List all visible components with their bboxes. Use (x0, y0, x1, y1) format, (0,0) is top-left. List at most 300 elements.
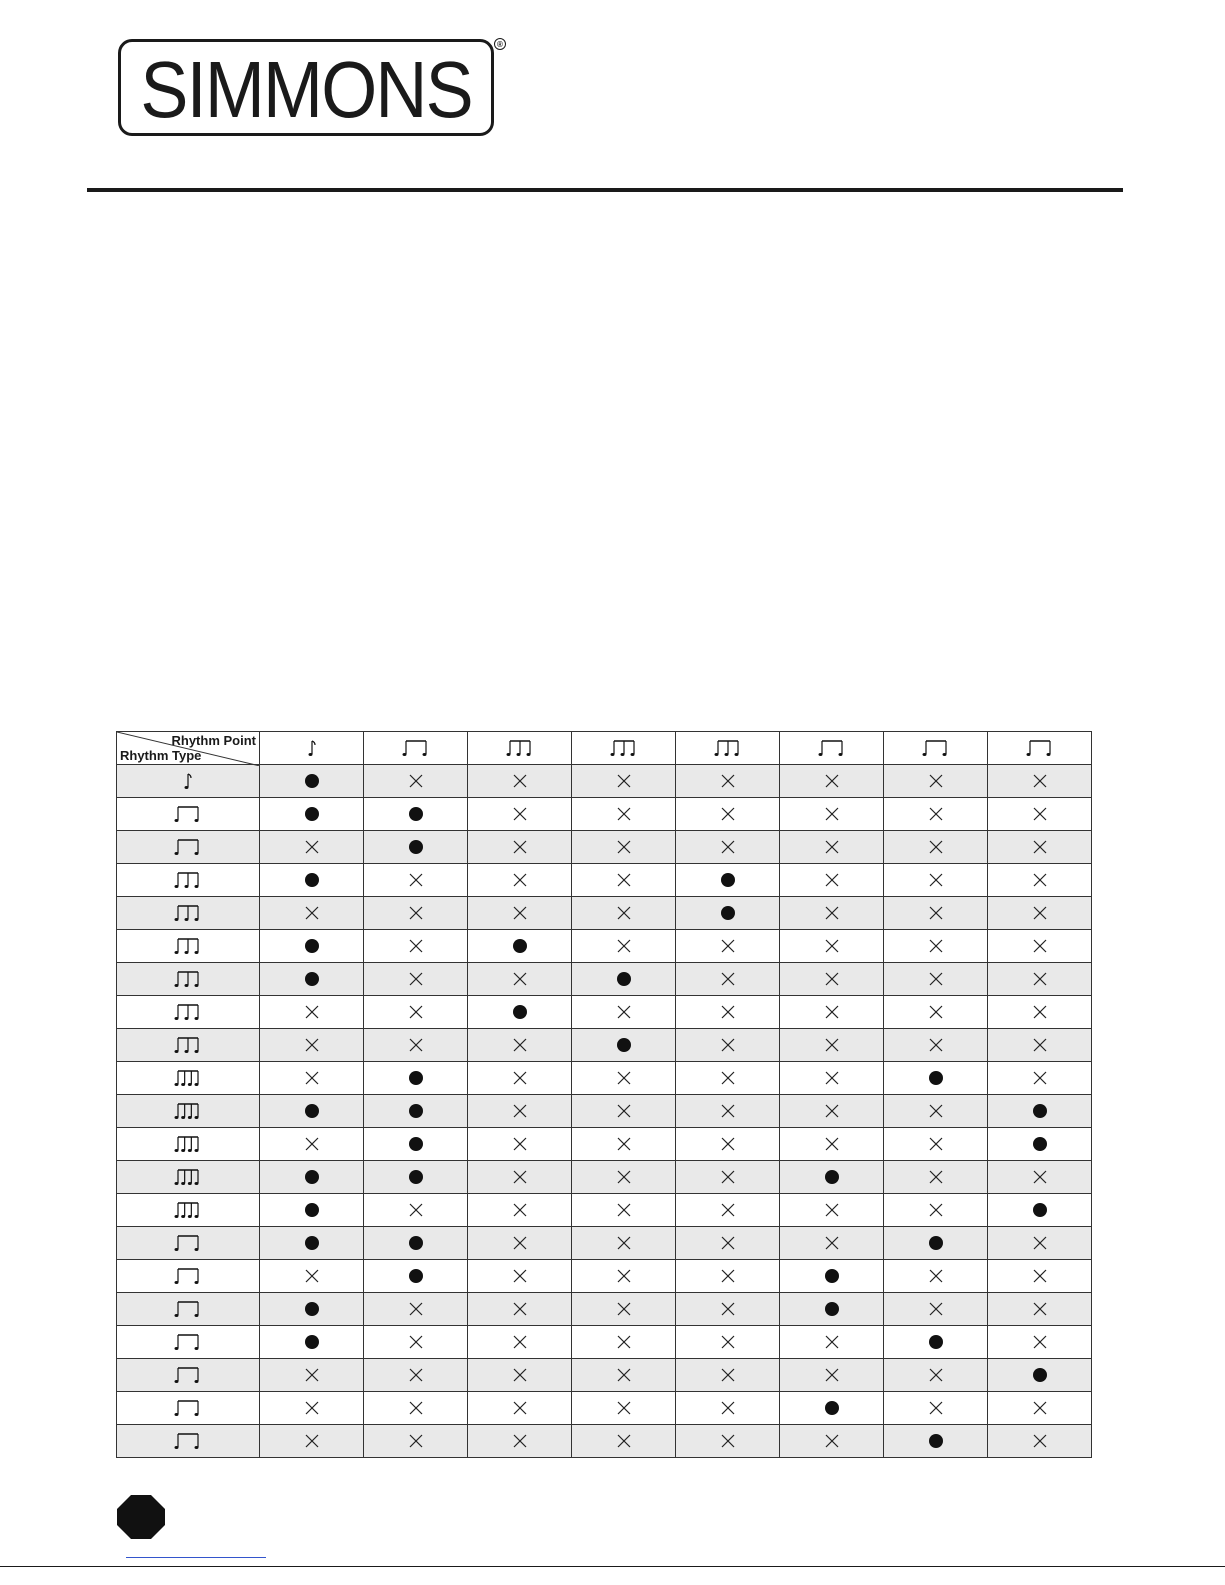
cross-mark-icon (825, 1236, 839, 1250)
table-cell (988, 1095, 1092, 1128)
table-cell (884, 1128, 988, 1161)
dotted-eighth-sixteenth-icon (173, 1298, 203, 1320)
cross-mark-icon (305, 1269, 319, 1283)
cross-mark-icon (617, 774, 631, 788)
table-cell (884, 897, 988, 930)
table-cell (884, 1161, 988, 1194)
table-row (117, 963, 1092, 996)
table-cell (780, 1095, 884, 1128)
table-cell (364, 930, 468, 963)
table-cell (572, 1392, 676, 1425)
table-cell (468, 897, 572, 930)
triplet-rest-rest-note-icon (505, 737, 535, 759)
cross-mark-icon (1033, 840, 1047, 854)
cross-mark-icon (1033, 906, 1047, 920)
table-cell (988, 1128, 1092, 1161)
table-row (117, 798, 1092, 831)
quarter-note-icon (173, 770, 203, 792)
table-cell (468, 963, 572, 996)
simmons-logo (118, 39, 494, 136)
triplet-note-rest-note-icon (173, 935, 203, 957)
table-cell (260, 1029, 364, 1062)
table-cell (260, 798, 364, 831)
table-cell (884, 963, 988, 996)
table-cell (780, 1293, 884, 1326)
table-cell (988, 996, 1092, 1029)
table-cell (988, 1392, 1092, 1425)
cross-mark-icon (617, 1368, 631, 1382)
cross-mark-icon (409, 1005, 423, 1019)
cross-mark-icon (617, 807, 631, 821)
table-cell (468, 1293, 572, 1326)
cross-mark-icon (409, 1038, 423, 1052)
rhythm-point-col-8 (988, 732, 1092, 765)
quarter-note-icon (297, 737, 327, 759)
filled-dot-icon (825, 1302, 839, 1316)
table-cell (780, 1128, 884, 1161)
cross-mark-icon (1033, 1005, 1047, 1019)
table-row (117, 864, 1092, 897)
table-cell (260, 1227, 364, 1260)
rhythm-type-cell (117, 1095, 260, 1128)
cross-mark-icon (721, 1104, 735, 1118)
cross-mark-icon (825, 1203, 839, 1217)
table-cell (676, 930, 780, 963)
registered-mark: ® (494, 38, 506, 50)
eighth-triplet-icon (173, 869, 203, 891)
table-cell (884, 1293, 988, 1326)
rhythm-type-cell (117, 996, 260, 1029)
table-cell (260, 864, 364, 897)
cross-mark-icon (929, 807, 943, 821)
table-cell (364, 1326, 468, 1359)
table-cell (780, 1227, 884, 1260)
cross-mark-icon (825, 1104, 839, 1118)
table-cell (884, 1392, 988, 1425)
cross-mark-icon (1033, 873, 1047, 887)
filled-dot-icon (305, 873, 319, 887)
table-cell (260, 1062, 364, 1095)
table-row (117, 1293, 1092, 1326)
table-cell (364, 1128, 468, 1161)
table-cell (364, 897, 468, 930)
header-rhythm-type: Rhythm Type (120, 748, 202, 763)
triplet-rest-rest-note-icon (173, 1001, 203, 1023)
table-cell (260, 1359, 364, 1392)
cross-mark-icon (721, 1203, 735, 1217)
cross-mark-icon (929, 1368, 943, 1382)
table-row (117, 1194, 1092, 1227)
cross-mark-icon (409, 1302, 423, 1316)
table-cell (884, 864, 988, 897)
cross-mark-icon (513, 1302, 527, 1316)
triplet-rest-note-rest-icon (609, 737, 639, 759)
table-cell (364, 1425, 468, 1458)
filled-dot-icon (929, 1434, 943, 1448)
filled-dot-icon (1033, 1104, 1047, 1118)
cross-mark-icon (721, 1071, 735, 1085)
table-cell (676, 1227, 780, 1260)
cross-mark-icon (305, 1137, 319, 1151)
cross-mark-icon (617, 1269, 631, 1283)
cross-mark-icon (513, 972, 527, 986)
cross-mark-icon (825, 939, 839, 953)
filled-dot-icon (513, 939, 527, 953)
filled-dot-icon (513, 1005, 527, 1019)
cross-mark-icon (1033, 807, 1047, 821)
table-cell (780, 930, 884, 963)
cross-mark-icon (409, 1368, 423, 1382)
table-row (117, 1425, 1092, 1458)
cross-mark-icon (825, 807, 839, 821)
filled-dot-icon (409, 1269, 423, 1283)
cross-mark-icon (721, 1302, 735, 1316)
table-cell (572, 798, 676, 831)
filled-dot-icon (409, 1170, 423, 1184)
table-cell (468, 1161, 572, 1194)
rhythm-type-cell (117, 897, 260, 930)
table-cell (988, 1194, 1092, 1227)
rhythm-type-cell (117, 963, 260, 996)
cross-mark-icon (721, 1434, 735, 1448)
rhythm-type-cell (117, 1062, 260, 1095)
filled-dot-icon (1033, 1137, 1047, 1151)
cross-mark-icon (721, 972, 735, 986)
cross-mark-icon (617, 1137, 631, 1151)
cross-mark-icon (929, 939, 943, 953)
cross-mark-icon (617, 1335, 631, 1349)
table-cell (676, 765, 780, 798)
table-cell (572, 831, 676, 864)
cross-mark-icon (305, 1368, 319, 1382)
table-cell (988, 765, 1092, 798)
cross-mark-icon (1033, 1302, 1047, 1316)
cross-mark-icon (513, 1335, 527, 1349)
table-cell (572, 1260, 676, 1293)
table-cell (364, 996, 468, 1029)
cross-mark-icon (513, 1038, 527, 1052)
cross-mark-icon (825, 1038, 839, 1052)
cross-mark-icon (929, 1137, 943, 1151)
filled-dot-icon (305, 1104, 319, 1118)
rhythm-type-cell (117, 1194, 260, 1227)
table-cell (572, 1128, 676, 1161)
sixteenth-rest-eighth-sixteenth-rest-icon (921, 737, 951, 759)
filled-dot-icon (305, 1335, 319, 1349)
header-rule (87, 188, 1123, 192)
table-cell (988, 897, 1092, 930)
table-cell (468, 765, 572, 798)
table-cell (468, 996, 572, 1029)
table-cell (780, 1425, 884, 1458)
table-cell (572, 1227, 676, 1260)
filled-dot-icon (305, 807, 319, 821)
cross-mark-icon (825, 774, 839, 788)
filled-dot-icon (305, 1236, 319, 1250)
table-cell (988, 798, 1092, 831)
sixteenth-rest-note-rest-note-icon (1025, 737, 1055, 759)
cross-mark-icon (825, 972, 839, 986)
rhythm-type-cell (117, 1161, 260, 1194)
table-cell (988, 1161, 1092, 1194)
table-cell (572, 765, 676, 798)
cross-mark-icon (617, 873, 631, 887)
cross-mark-icon (1033, 1269, 1047, 1283)
four-sixteenth-notes-icon (173, 1100, 203, 1122)
table-row (117, 1260, 1092, 1293)
table-cell (988, 963, 1092, 996)
cross-mark-icon (409, 1203, 423, 1217)
filled-dot-icon (409, 840, 423, 854)
eighth-two-sixteenths-icon (173, 1166, 203, 1188)
filled-dot-icon (825, 1401, 839, 1415)
table-cell (780, 1161, 884, 1194)
filled-dot-icon (1033, 1368, 1047, 1382)
table-row (117, 897, 1092, 930)
filled-dot-icon (721, 906, 735, 920)
table-cell (988, 1029, 1092, 1062)
two-eighth-notes-icon (173, 803, 203, 825)
table-cell (572, 1062, 676, 1095)
table-cell (468, 1326, 572, 1359)
bottom-link-underline (126, 1557, 266, 1558)
cross-mark-icon (929, 873, 943, 887)
table-cell (780, 864, 884, 897)
cross-mark-icon (929, 1269, 943, 1283)
cross-mark-icon (1033, 774, 1047, 788)
cross-mark-icon (929, 1203, 943, 1217)
page-marker-octagon-icon (116, 1494, 166, 1540)
table-cell (468, 1062, 572, 1095)
table-cell (468, 1227, 572, 1260)
table-cell (260, 765, 364, 798)
cross-mark-icon (1033, 1335, 1047, 1349)
table-row (117, 1029, 1092, 1062)
rhythm-point-col-1 (260, 732, 364, 765)
cross-mark-icon (721, 1401, 735, 1415)
table-cell (676, 1359, 780, 1392)
table-cell (780, 1392, 884, 1425)
table-cell (260, 1095, 364, 1128)
cross-mark-icon (305, 1434, 319, 1448)
table-cell (468, 1095, 572, 1128)
table-cell (364, 963, 468, 996)
rhythm-point-col-2 (364, 732, 468, 765)
filled-dot-icon (305, 1203, 319, 1217)
cross-mark-icon (513, 774, 527, 788)
rhythm-type-cell (117, 1392, 260, 1425)
rhythm-point-col-6 (780, 732, 884, 765)
table-row (117, 930, 1092, 963)
table-cell (468, 930, 572, 963)
table-cell (572, 1029, 676, 1062)
table-row (117, 1227, 1092, 1260)
cross-mark-icon (513, 1170, 527, 1184)
rhythm-type-cell (117, 1128, 260, 1161)
table-cell (260, 1161, 364, 1194)
cross-mark-icon (513, 1071, 527, 1085)
cross-mark-icon (825, 873, 839, 887)
table-cell (988, 1326, 1092, 1359)
table-cell (780, 1260, 884, 1293)
table-row (117, 1359, 1092, 1392)
table-cell (260, 1293, 364, 1326)
table-cell (260, 1260, 364, 1293)
table-cell (884, 1029, 988, 1062)
table-cell (884, 1095, 988, 1128)
table-row (117, 1128, 1092, 1161)
cross-mark-icon (929, 1005, 943, 1019)
sixteenth-rest-eighth-sixteenth-rest-icon (173, 1430, 203, 1452)
table-cell (260, 831, 364, 864)
rhythm-type-cell (117, 1260, 260, 1293)
table-cell (364, 798, 468, 831)
cross-mark-icon (617, 1401, 631, 1415)
table-cell (780, 1326, 884, 1359)
filled-dot-icon (305, 1170, 319, 1184)
triplet-note-note-rest-icon (173, 968, 203, 990)
table-cell (572, 1293, 676, 1326)
table-cell (468, 831, 572, 864)
rhythm-point-col-7 (884, 732, 988, 765)
filled-dot-icon (305, 774, 319, 788)
cross-mark-icon (617, 1170, 631, 1184)
table-cell (364, 1392, 468, 1425)
table-cell (884, 1194, 988, 1227)
table-cell (572, 1425, 676, 1458)
rhythm-type-cell (117, 1029, 260, 1062)
cross-mark-icon (409, 906, 423, 920)
cross-mark-icon (1033, 1170, 1047, 1184)
table-cell (780, 963, 884, 996)
cross-mark-icon (617, 1236, 631, 1250)
cross-mark-icon (617, 1104, 631, 1118)
cross-mark-icon (929, 906, 943, 920)
table-cell (260, 930, 364, 963)
cross-mark-icon (825, 1335, 839, 1349)
cross-mark-icon (1033, 1038, 1047, 1052)
table-cell (780, 1062, 884, 1095)
table-cell (364, 1359, 468, 1392)
table-cell (884, 1260, 988, 1293)
table-row (117, 1392, 1092, 1425)
table-cell (676, 1128, 780, 1161)
two-sixteenths-eighth-icon (173, 1199, 203, 1221)
cross-mark-icon (929, 1038, 943, 1052)
cross-mark-icon (409, 939, 423, 953)
table-cell (572, 864, 676, 897)
cross-mark-icon (409, 1434, 423, 1448)
cross-mark-icon (1033, 1236, 1047, 1250)
filled-dot-icon (721, 873, 735, 887)
cross-mark-icon (409, 972, 423, 986)
eighth-rest-eighth-note-icon (173, 836, 203, 858)
cross-mark-icon (1033, 1434, 1047, 1448)
table-cell (884, 1326, 988, 1359)
cross-mark-icon (513, 906, 527, 920)
table-row (117, 1326, 1092, 1359)
table-cell (260, 1194, 364, 1227)
cross-mark-icon (513, 807, 527, 821)
table-cell (572, 897, 676, 930)
cross-mark-icon (721, 939, 735, 953)
cross-mark-icon (825, 1368, 839, 1382)
cross-mark-icon (1033, 939, 1047, 953)
cross-mark-icon (409, 1335, 423, 1349)
cross-mark-icon (721, 1335, 735, 1349)
sixteenth-rest-three-sixteenths-icon (173, 1067, 203, 1089)
sixteenth-eighth-sixteenth-icon (173, 1232, 203, 1254)
table-cell (572, 996, 676, 1029)
cross-mark-icon (1033, 1071, 1047, 1085)
table-cell (676, 798, 780, 831)
cross-mark-icon (513, 1368, 527, 1382)
rhythm-type-cell (117, 1293, 260, 1326)
table-row (117, 765, 1092, 798)
cross-mark-icon (617, 840, 631, 854)
cross-mark-icon (305, 1071, 319, 1085)
table-cell (676, 897, 780, 930)
table-cell (364, 1062, 468, 1095)
cross-mark-icon (409, 774, 423, 788)
table-cell (572, 1359, 676, 1392)
table-cell (260, 963, 364, 996)
table-cell (468, 864, 572, 897)
table-cell (884, 1062, 988, 1095)
sixteenth-rest-note-rest-note-icon (173, 1364, 203, 1386)
table-cell (572, 963, 676, 996)
rhythm-type-cell (117, 831, 260, 864)
table-cell (988, 831, 1092, 864)
rhythm-point-col-5 (676, 732, 780, 765)
rhythm-type-cell (117, 798, 260, 831)
table-corner-cell (117, 732, 260, 765)
cross-mark-icon (513, 1269, 527, 1283)
table-cell (364, 1161, 468, 1194)
table-cell (988, 930, 1092, 963)
cross-mark-icon (617, 939, 631, 953)
cross-mark-icon (721, 1005, 735, 1019)
table-cell (676, 1326, 780, 1359)
filled-dot-icon (305, 939, 319, 953)
cross-mark-icon (825, 1137, 839, 1151)
table-cell (884, 1425, 988, 1458)
cross-mark-icon (305, 840, 319, 854)
rhythm-type-cell (117, 930, 260, 963)
cross-mark-icon (721, 1170, 735, 1184)
table-cell (468, 1194, 572, 1227)
filled-dot-icon (409, 1236, 423, 1250)
table-cell (884, 831, 988, 864)
rhythm-type-cell (117, 1359, 260, 1392)
rhythm-type-cell (117, 1326, 260, 1359)
table-cell (676, 1194, 780, 1227)
cross-mark-icon (305, 1038, 319, 1052)
table-cell (468, 1359, 572, 1392)
cross-mark-icon (929, 972, 943, 986)
rhythm-type-cell (117, 765, 260, 798)
table-cell (260, 897, 364, 930)
table-cell (780, 765, 884, 798)
table-cell (780, 1194, 884, 1227)
table-cell (988, 1260, 1092, 1293)
cross-mark-icon (929, 1401, 943, 1415)
cross-mark-icon (721, 1137, 735, 1151)
table-cell (676, 1062, 780, 1095)
table-cell (572, 1161, 676, 1194)
cross-mark-icon (513, 873, 527, 887)
cross-mark-icon (513, 1137, 527, 1151)
